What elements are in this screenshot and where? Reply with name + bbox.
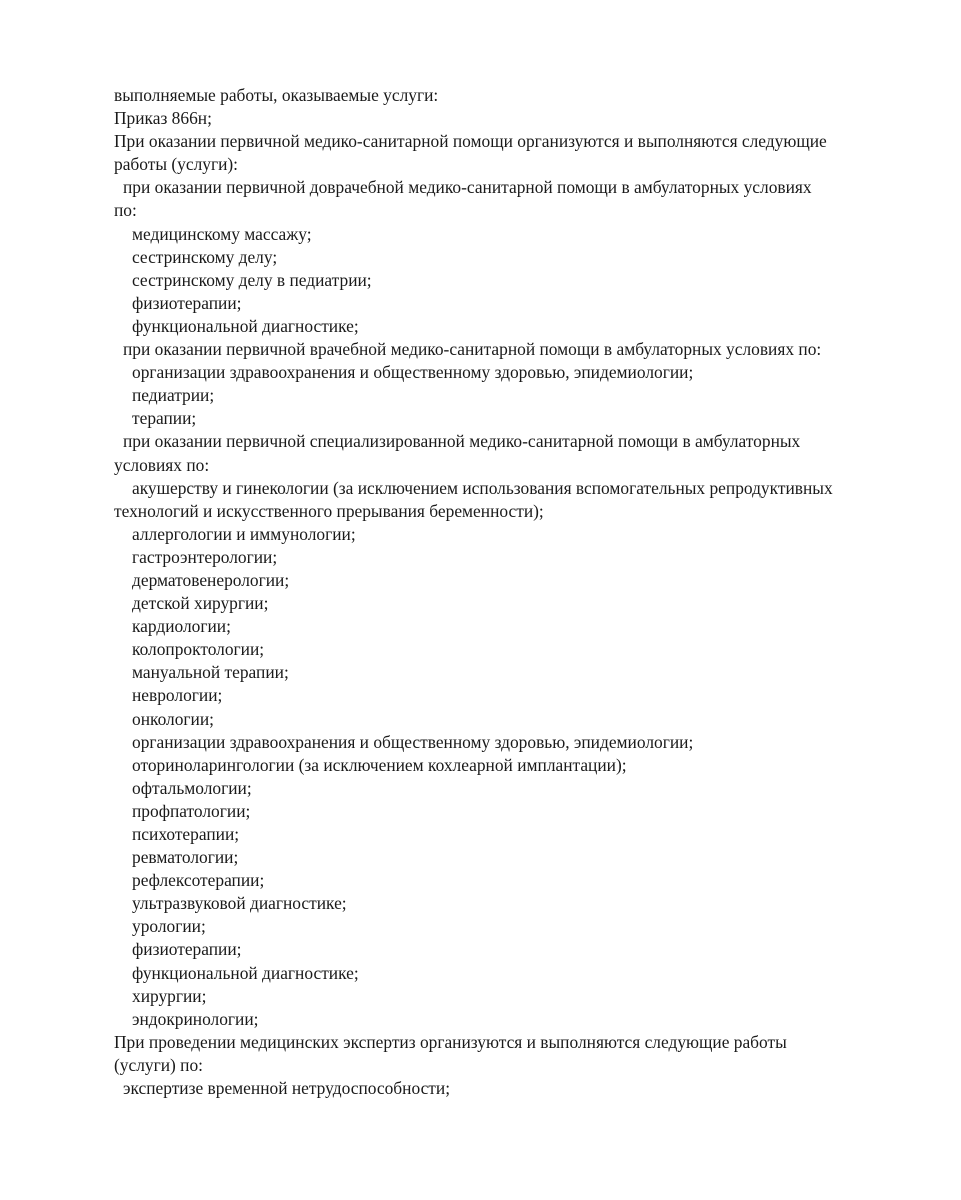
prehospital-section-title: при оказании первичной доврачебной медико-санитарной помощи в амбулаторных условиях bbox=[123, 177, 812, 198]
list-item: детской хирургии; bbox=[132, 593, 269, 614]
expertise-section-title: (услуги) по: bbox=[114, 1054, 203, 1075]
list-item: эндокринологии; bbox=[132, 1008, 259, 1029]
physician-section-title: при оказании первичной врачебной медико-санитарной помощи в амбулаторных условиях по: bbox=[123, 339, 822, 360]
list-item: функциональной диагностике; bbox=[132, 962, 359, 983]
list-item: функциональной диагностике; bbox=[132, 315, 359, 336]
specialized-section-title: условиях по: bbox=[114, 454, 210, 475]
list-item: физиотерапии; bbox=[132, 939, 242, 960]
list-item: медицинскому массажу; bbox=[132, 223, 312, 244]
list-item: технологий и искусственного прерывания беременности); bbox=[114, 500, 544, 521]
list-item: сестринскому делу; bbox=[132, 246, 278, 267]
specialized-section-title: при оказании первичной специализированной медико-санитарной помощи в амбулаторных bbox=[123, 431, 801, 452]
list-item: ревматологии; bbox=[132, 847, 239, 868]
heading-line: выполняемые работы, оказываемые услуги: bbox=[114, 85, 439, 105]
list-item: аллергологии и иммунологии; bbox=[132, 523, 356, 544]
list-item: колопроктологии; bbox=[132, 639, 265, 660]
list-item: сестринскому делу в педиатрии; bbox=[132, 269, 372, 290]
list-item: организации здравоохранения и общественному здоровью, эпидемиологии; bbox=[132, 731, 694, 752]
primary-care-intro: работы (услуги): bbox=[114, 154, 239, 175]
prehospital-section-title: по: bbox=[114, 200, 137, 221]
document-body bbox=[114, 84, 914, 1100]
list-item: педиатрии; bbox=[132, 385, 215, 406]
list-item: неврологии; bbox=[132, 685, 223, 706]
primary-care-intro: При оказании первичной медико-санитарной помощи организуются и выполняются следующие bbox=[114, 131, 827, 152]
list-item: мануальной терапии; bbox=[132, 662, 289, 683]
list-item: хирургии; bbox=[132, 985, 207, 1006]
list-item: акушерству и гинекологии (за исключением использования вспомогательных репродуктивных bbox=[132, 477, 833, 498]
list-item: ультразвуковой диагностике; bbox=[132, 893, 347, 914]
list-item: дерматовенерологии; bbox=[132, 569, 290, 590]
list-item: физиотерапии; bbox=[132, 292, 242, 313]
expertise-section-title: При проведении медицинских экспертиз организуются и выполняются следующие работы bbox=[114, 1031, 787, 1052]
list-item: гастроэнтерологии; bbox=[132, 546, 278, 567]
order-line: Приказ 866н; bbox=[114, 108, 212, 129]
list-item: кардиологии; bbox=[132, 616, 231, 637]
list-item: организации здравоохранения и общественному здоровью, эпидемиологии; bbox=[132, 362, 694, 383]
list-item: рефлексотерапии; bbox=[132, 870, 265, 891]
list-item: офтальмологии; bbox=[132, 777, 252, 798]
list-item: оториноларингологии (за исключением кохлеарной имплантации); bbox=[132, 754, 627, 775]
list-item: онкологии; bbox=[132, 708, 214, 729]
list-item: профпатологии; bbox=[132, 800, 251, 821]
list-item: экспертизе временной нетрудоспособности; bbox=[123, 1078, 451, 1099]
list-item: терапии; bbox=[132, 408, 197, 429]
list-item: урологии; bbox=[132, 916, 206, 937]
list-item: психотерапии; bbox=[132, 824, 240, 844]
